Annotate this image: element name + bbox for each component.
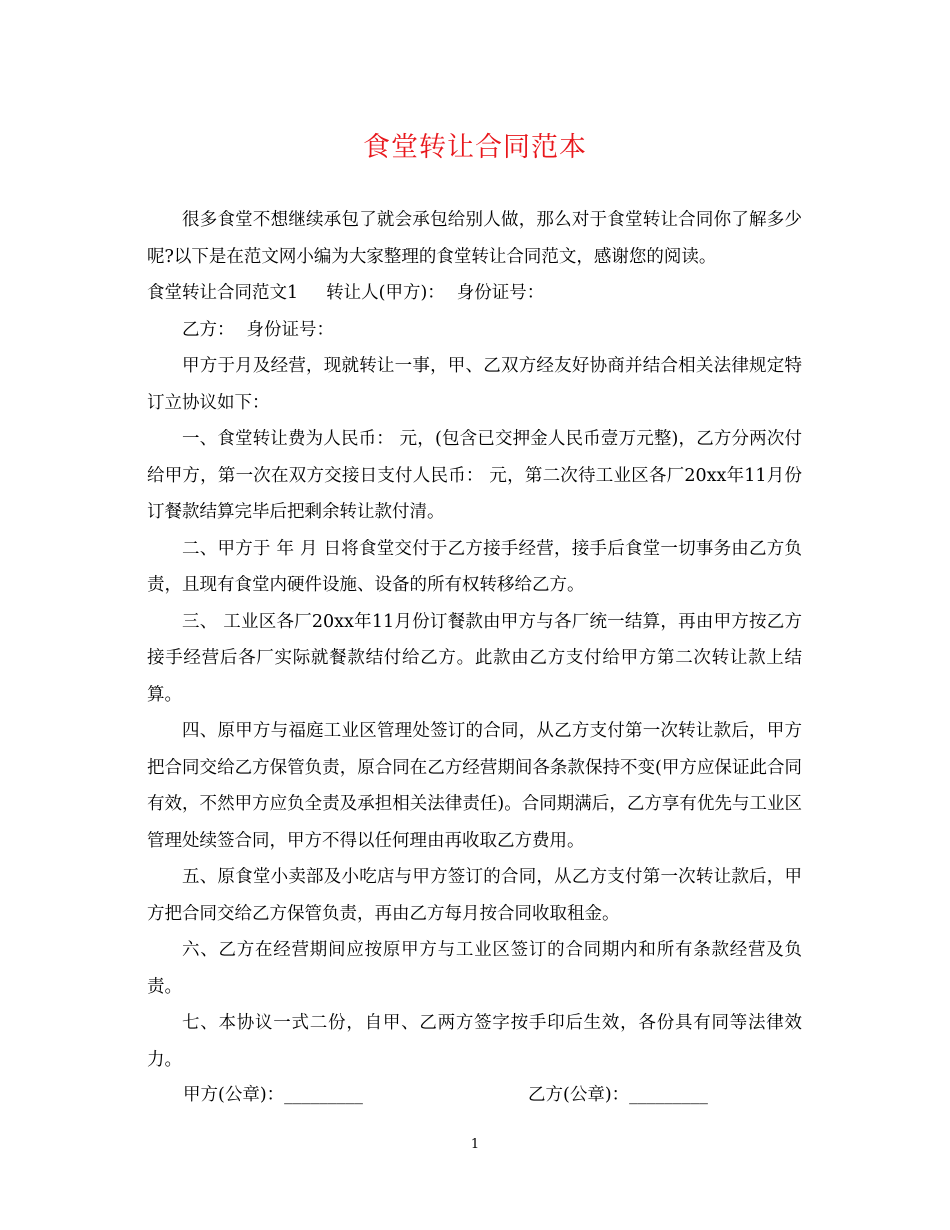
page-number: 1 bbox=[470, 1137, 480, 1152]
party-b-id-label: 身份证号： bbox=[246, 319, 334, 340]
clause-4: 四、原甲方与福庭工业区管理处签订的合同，从乙方支付第一次转让款后，甲方把合同交给乙方保管负责，原合同在乙方经营期间各条款保持不变(甲方应保证此合同有效，不然甲方应负全责及承担相关法律责任)。合同期满后，乙方享有优先与工业区管理处续签合同，甲方不得以任何理由再收取乙方费用。 bbox=[147, 721, 802, 851]
clause-5: 五、原食堂小卖部及小吃店与甲方签订的合同，从乙方支付第一次转让款后，甲方把合同交给乙方保管负责，再由乙方每月按合同收取租金。 bbox=[147, 867, 802, 924]
clause-3: 三、 工业区各厂20xx年11月份订餐款由甲方与各厂统一结算，再由甲方按乙方接手经营后各厂实际就餐款结付给乙方。此款由乙方支付给甲方第二次转让款上结算。 bbox=[147, 611, 802, 705]
document-body bbox=[147, 202, 802, 1078]
party-a-line bbox=[147, 275, 802, 312]
party-b-label: 乙方： bbox=[182, 319, 235, 340]
party-b-line bbox=[147, 312, 802, 349]
sample-label: 食堂转让合同范文1 bbox=[147, 283, 299, 303]
party-a-id-label: 身份证号： bbox=[456, 283, 545, 303]
intro-paragraph: 很多食堂不想继续承包了就会承包给别人做，那么对于食堂转让合同你了解多少呢?以下是在范文网小编为大家整理的食堂转让合同范文，感谢您的阅读。 bbox=[147, 210, 802, 267]
clause-2: 二、甲方于 年 月 日将食堂交付于乙方接手经营，接手后食堂一切事务由乙方负责，且现有食堂内硬件设施、设备的所有权转移给乙方。 bbox=[147, 538, 802, 595]
document-title: 食堂转让合同范本 bbox=[363, 132, 587, 163]
signature-party-b: 乙方(公章)：_________ bbox=[528, 1085, 708, 1105]
party-a-label: 转让人(甲方)： bbox=[326, 283, 445, 303]
clause-7: 七、本协议一式二份，自甲、乙两方签字按手印后生效，各份具有同等法律效力。 bbox=[147, 1013, 802, 1070]
signature-party-a: 甲方(公章)：_________ bbox=[183, 1085, 363, 1105]
preamble-paragraph: 甲方于月及经营，现就转让一事，甲、乙双方经友好协商并结合相关法律规定特订立协议如下： bbox=[147, 356, 802, 413]
clause-1: 一、食堂转让费为人民币： 元，(包含已交押金人民币壹万元整)，乙方分两次付给甲方，第一次在双方交接日支付人民币： 元，第二次待工业区各厂20xx年11月份订餐款结算完毕后把剩余转让款付清。 bbox=[147, 429, 802, 522]
clause-6: 六、乙方在经营期间应按原甲方与工业区签订的合同期内和所有条款经营及负责。 bbox=[147, 940, 802, 997]
